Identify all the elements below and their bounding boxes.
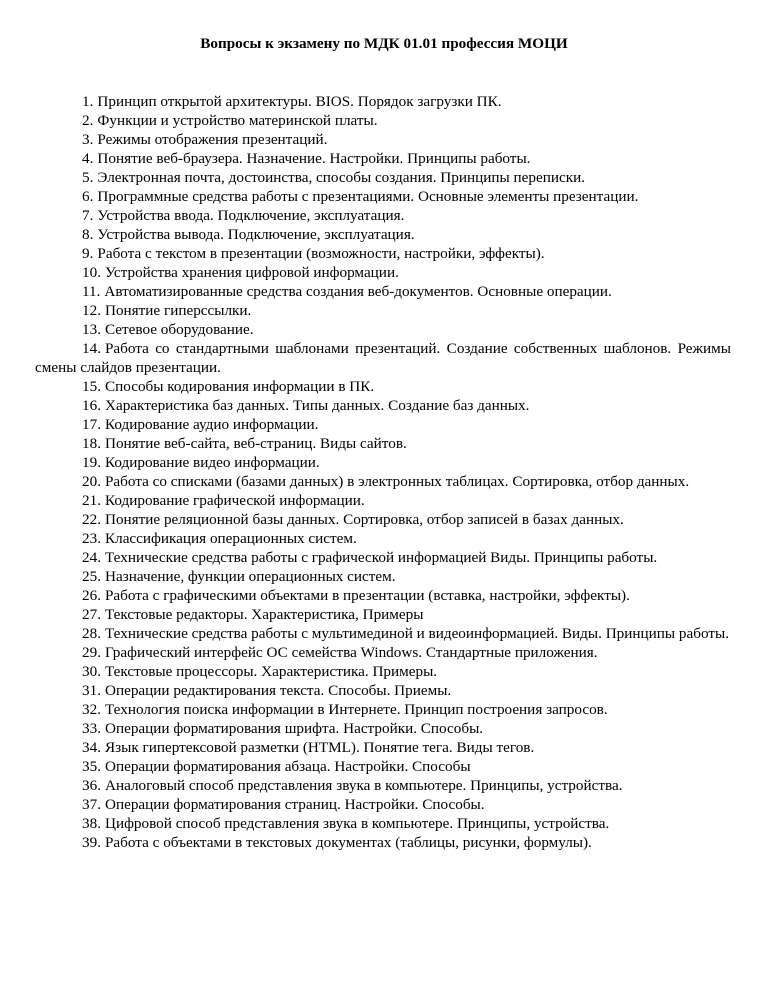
question-item [35,453,731,472]
question-item [35,548,731,567]
question-text: Электронная почта, достоинства, способы создания. Принципы переписки. [97,169,586,186]
question-item [35,719,731,738]
question-item [35,643,731,662]
question-number: 4. [82,150,94,167]
question-item [35,681,731,700]
question-text: Работа с объектами в текстовых документах (таблицы, рисунки, формулы). [104,834,592,851]
question-number: 30. [82,663,101,680]
question-item [35,700,731,719]
question-text: Принцип открытой архитектуры. BIOS. Порядок загрузки ПК. [97,93,502,110]
question-text: Устройства хранения цифровой информации. [104,264,399,281]
question-item [35,529,731,548]
question-number: 15. [82,378,101,395]
question-number: 14. [82,340,101,357]
question-text: Аналоговый способ представления звука в компьютере. Принципы, устройства. [104,777,623,794]
question-number: 8. [82,226,94,243]
question-number: 37. [82,796,101,813]
question-item [35,586,731,605]
question-number: 1. [82,93,94,110]
question-number: 22. [82,511,101,528]
question-text: Устройства ввода. Подключение, эксплуатация. [97,207,405,224]
question-number: 32. [82,701,101,718]
question-number: 35. [82,758,101,775]
question-item [35,320,731,339]
question-text: Операции форматирования страниц. Настройки. Способы. [104,796,485,813]
question-item [35,282,731,301]
question-text: Технические средства работы с графической информацией Виды. Принципы работы. [104,549,658,566]
question-text: Характеристика баз данных. Типы данных. Создание баз данных. [104,397,530,414]
question-text: Операции форматирования абзаца. Настройки. Способы [104,758,471,775]
question-text: Работа с текстом в презентации (возможности, настройки, эффекты). [97,245,545,262]
question-text: Кодирование графической информации. [104,492,365,509]
question-text: Кодирование аудио информации. [104,416,319,433]
question-number: 25. [82,568,101,585]
question-item [35,757,731,776]
question-number: 34. [82,739,101,756]
question-text: Классификация операционных систем. [104,530,357,547]
question-text: Способы кодирования информации в ПК. [104,378,375,395]
question-text: Программные средства работы с презентациями. Основные элементы презентации. [97,188,639,205]
question-item [35,301,731,320]
question-item [35,415,731,434]
question-text: Текстовые редакторы. Характеристика, Примеры [104,606,424,623]
question-text: Текстовые процессоры. Характеристика. Примеры. [104,663,438,680]
question-number: 33. [82,720,101,737]
question-number: 2. [82,112,94,129]
question-text: Устройства вывода. Подключение, эксплуатация. [97,226,415,243]
question-number: 11. [82,283,101,300]
question-item [35,149,731,168]
question-item [35,92,731,111]
question-item [35,510,731,529]
question-item [35,187,731,206]
question-text: Операции форматирования шрифта. Настройки. Способы. [104,720,484,737]
question-item [35,624,731,643]
question-text: Технология поиска информации в Интернете. Принцип построения запросов. [104,701,608,718]
question-number: 31. [82,682,101,699]
question-number: 3. [82,131,94,148]
question-text: Понятие гиперссылки. [104,302,252,319]
question-number: 29. [82,644,101,661]
question-item [35,339,731,377]
question-number: 5. [82,169,94,186]
question-text: Технические средства работы с мультимединой и видеоинформацией. Виды. Принципы работы. [104,625,729,642]
question-item [35,225,731,244]
question-item [35,168,731,187]
question-item [35,263,731,282]
question-item [35,795,731,814]
question-number: 9. [82,245,94,262]
question-number: 36. [82,777,101,794]
question-number: 26. [82,587,101,604]
question-text: Назначение, функции операционных систем. [104,568,396,585]
question-item [35,567,731,586]
question-text: Понятие реляционной базы данных. Сортировка, отбор записей в базах данных. [104,511,624,528]
question-number: 19. [82,454,101,471]
question-item [35,396,731,415]
question-number: 17. [82,416,101,433]
question-number: 27. [82,606,101,623]
question-number: 28. [82,625,101,642]
question-item [35,662,731,681]
question-item [35,111,731,130]
question-item [35,472,731,491]
question-number: 12. [82,302,101,319]
question-item [35,434,731,453]
question-number: 23. [82,530,101,547]
question-number: 39. [82,834,101,851]
question-number: 16. [82,397,101,414]
question-text: Функции и устройство материнской платы. [97,112,378,129]
question-item [35,605,731,624]
question-text: Автоматизированные средства создания веб-документов. Основные операции. [104,283,612,300]
question-text: Сетевое оборудование. [104,321,254,338]
question-text: Понятие веб-браузера. Назначение. Настройки. Принципы работы. [97,150,531,167]
question-item [35,491,731,510]
question-text: Работа со стандартными шаблонами презентаций. Создание собственных шаблонов. Режимы смены слайдов презентации. [35,340,731,376]
question-text: Графический интерфейс ОС семейства Windows. Стандартные приложения. [104,644,598,661]
question-text: Работа со списками (базами данных) в электронных таблицах. Сортировка, отбор данных. [104,473,690,490]
question-number: 21. [82,492,101,509]
question-text: Операции редактирования текста. Способы. Приемы. [104,682,452,699]
question-item [35,130,731,149]
question-list [35,92,731,852]
question-text: Кодирование видео информации. [104,454,320,471]
question-number: 18. [82,435,101,452]
question-text: Язык гипертексовой разметки (HTML). Понятие тега. Виды тегов. [104,739,535,756]
question-item [35,738,731,757]
question-number: 38. [82,815,101,832]
page-title: Вопросы к экзамену по МДК 01.01 профессия МОЦИ [200,35,568,52]
question-number: 10. [82,264,101,281]
question-text: Цифровой способ представления звука в компьютере. Принципы, устройства. [104,815,610,832]
question-number: 13. [82,321,101,338]
question-number: 7. [82,207,94,224]
question-number: 20. [82,473,101,490]
question-item [35,814,731,833]
question-number: 6. [82,188,94,205]
question-text: Режимы отображения презентаций. [97,131,328,148]
question-item [35,244,731,263]
question-item [35,206,731,225]
question-item [35,377,731,396]
question-number: 24. [82,549,101,566]
question-text: Понятие веб-сайта, веб-страниц. Виды сайтов. [104,435,407,452]
question-item [35,833,731,852]
question-text: Работа с графическими объектами в презентации (вставка, настройки, эффекты). [104,587,630,604]
question-item [35,776,731,795]
